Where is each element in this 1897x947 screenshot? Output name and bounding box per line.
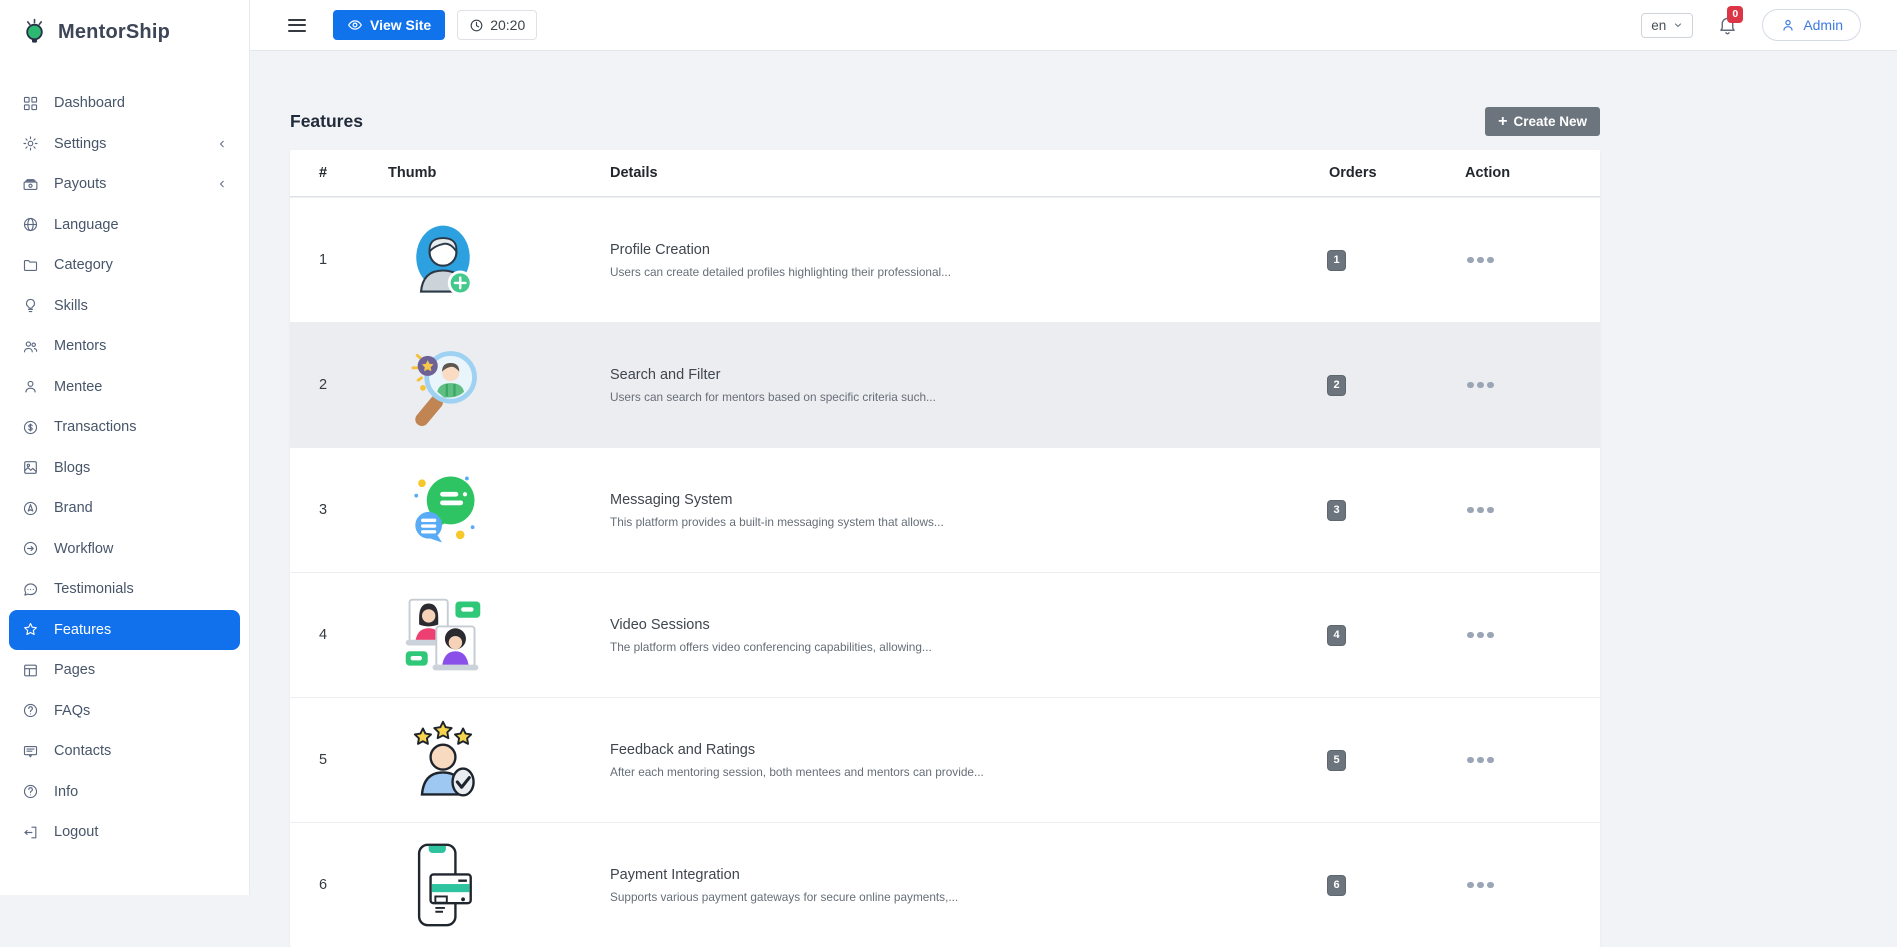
sidebar-item-label: Mentors xyxy=(54,338,107,355)
profile-creation-thumb-image xyxy=(400,217,486,303)
table-row xyxy=(290,572,1600,697)
sidebar-item-label: Dashboard xyxy=(54,95,125,112)
sidebar xyxy=(0,0,250,895)
sidebar-item-contacts[interactable] xyxy=(9,731,240,772)
brand-logo[interactable] xyxy=(0,0,249,51)
row-actions-ellipsis-button[interactable] xyxy=(1465,626,1496,645)
column-header-number: # xyxy=(319,165,328,181)
order-badge: 6 xyxy=(1327,875,1346,896)
row-actions-ellipsis-button[interactable] xyxy=(1465,501,1496,520)
feature-title: Messaging System xyxy=(610,491,733,508)
table-row xyxy=(290,197,1600,322)
layout-icon xyxy=(22,662,39,679)
view-site-button[interactable] xyxy=(333,10,445,40)
order-badge: 1 xyxy=(1327,250,1346,271)
topbar xyxy=(250,0,1897,51)
lightbulb-icon xyxy=(22,297,39,314)
row-number: 3 xyxy=(319,502,328,518)
session-time-button[interactable] xyxy=(457,10,537,40)
clock-icon xyxy=(469,18,484,33)
session-time-value: 20:20 xyxy=(490,17,526,33)
admin-label: Admin xyxy=(1803,17,1843,33)
sidebar-item-workflow[interactable] xyxy=(9,529,240,570)
sidebar-item-label: Blogs xyxy=(54,459,91,476)
caret-down-icon xyxy=(1673,20,1683,30)
feature-title: Profile Creation xyxy=(610,241,710,258)
sidebar-item-features[interactable] xyxy=(9,610,240,651)
column-header-action: Action xyxy=(1465,165,1511,181)
feature-description: Supports various payment gateways for secure online payments,... xyxy=(610,889,959,904)
sidebar-item-settings[interactable] xyxy=(9,124,240,165)
feature-description: Users can create detailed profiles highlighting their professional... xyxy=(610,264,951,279)
sidebar-item-testimonials[interactable] xyxy=(9,569,240,610)
payment-integration-thumb-image xyxy=(400,842,486,928)
info-circle-icon xyxy=(22,783,39,800)
feature-description: After each mentoring session, both mentees and mentors can provide... xyxy=(610,764,984,779)
cash-icon xyxy=(22,176,39,193)
table-row xyxy=(290,322,1600,447)
sidebar-item-label: Testimonials xyxy=(54,581,134,598)
sidebar-item-label: Payouts xyxy=(54,176,107,193)
sidebar-item-blogs[interactable] xyxy=(9,448,240,489)
sidebar-item-label: Workflow xyxy=(54,540,114,557)
row-number: 4 xyxy=(319,627,328,643)
logout-icon xyxy=(22,824,39,841)
main-content xyxy=(250,51,1897,947)
sidebar-item-label: Info xyxy=(54,783,79,800)
star-icon xyxy=(22,621,39,638)
order-badge: 5 xyxy=(1327,750,1346,771)
sidebar-item-brand[interactable] xyxy=(9,488,240,529)
sidebar-item-label: Language xyxy=(54,216,119,233)
feature-description: The platform offers video conferencing capabilities, allowing... xyxy=(610,639,932,654)
language-value: en xyxy=(1651,17,1667,33)
features-table xyxy=(290,150,1600,947)
compass-icon xyxy=(22,500,39,517)
image-icon xyxy=(22,459,39,476)
row-actions-ellipsis-button[interactable] xyxy=(1465,751,1496,770)
order-badge: 2 xyxy=(1327,375,1346,396)
feature-description: Users can search for mentors based on specific criteria such... xyxy=(610,389,936,404)
folder-icon xyxy=(22,257,39,274)
order-badge: 4 xyxy=(1327,625,1346,646)
admin-menu-button[interactable] xyxy=(1762,9,1861,41)
sidebar-item-label: Logout xyxy=(54,824,99,841)
page-title: Features xyxy=(290,111,363,131)
chevron-left-icon xyxy=(216,138,228,150)
sidebar-item-logout[interactable] xyxy=(9,812,240,853)
view-site-label: View Site xyxy=(370,17,432,33)
notification-count-badge: 0 xyxy=(1727,6,1743,23)
row-number: 2 xyxy=(319,377,328,393)
column-header-details: Details xyxy=(610,165,658,181)
sidebar-item-category[interactable] xyxy=(9,245,240,286)
sidebar-item-label: Features xyxy=(54,621,112,638)
sidebar-item-label: Skills xyxy=(54,297,88,314)
column-header-orders: Orders xyxy=(1329,165,1377,181)
table-row xyxy=(290,447,1600,572)
sidebar-item-faqs[interactable] xyxy=(9,691,240,732)
grid-icon xyxy=(22,95,39,112)
row-actions-ellipsis-button[interactable] xyxy=(1465,876,1496,895)
language-select[interactable] xyxy=(1641,13,1693,38)
plus-icon: + xyxy=(1498,112,1508,130)
table-row xyxy=(290,822,1600,947)
row-actions-ellipsis-button[interactable] xyxy=(1465,251,1496,270)
table-row xyxy=(290,697,1600,822)
sidebar-item-pages[interactable] xyxy=(9,650,240,691)
search-filter-thumb-image xyxy=(400,342,486,428)
feature-description: This platform provides a built-in messaging system that allows... xyxy=(610,514,944,529)
order-badge: 3 xyxy=(1327,500,1346,521)
video-sessions-thumb-image xyxy=(400,592,486,678)
comment-icon xyxy=(22,581,39,598)
row-number: 1 xyxy=(319,252,328,268)
sidebar-nav xyxy=(0,83,249,853)
feedback-ratings-thumb-image xyxy=(400,717,486,803)
chevron-left-icon xyxy=(216,178,228,190)
feature-title: Search and Filter xyxy=(610,366,721,383)
arrow-circle-icon xyxy=(22,540,39,557)
row-number: 5 xyxy=(319,752,328,768)
sidebar-item-transactions[interactable] xyxy=(9,407,240,448)
feature-title: Video Sessions xyxy=(610,616,710,633)
sidebar-item-label: Settings xyxy=(54,135,107,152)
dollar-circle-icon xyxy=(22,419,39,436)
sidebar-item-label: FAQs xyxy=(54,702,91,719)
row-actions-ellipsis-button[interactable] xyxy=(1465,376,1496,395)
sidebar-item-language[interactable] xyxy=(9,205,240,246)
feature-title: Payment Integration xyxy=(610,866,740,883)
row-number: 6 xyxy=(319,877,328,893)
users-icon xyxy=(22,338,39,355)
user-icon xyxy=(22,378,39,395)
person-icon xyxy=(1780,17,1796,33)
globe-icon xyxy=(22,216,39,233)
create-new-label: Create New xyxy=(1513,114,1587,129)
sidebar-toggle-button[interactable] xyxy=(288,19,306,32)
sidebar-item-skills[interactable] xyxy=(9,286,240,327)
messaging-system-thumb-image xyxy=(400,467,486,553)
sidebar-item-label: Transactions xyxy=(54,419,137,436)
table-header-row xyxy=(290,150,1600,197)
sidebar-item-mentors[interactable] xyxy=(9,326,240,367)
lightbulb-logo-icon xyxy=(22,18,47,47)
sidebar-item-label: Mentee xyxy=(54,378,103,395)
sidebar-item-label: Contacts xyxy=(54,743,112,760)
sidebar-item-label: Pages xyxy=(54,662,96,679)
eye-icon xyxy=(347,17,363,33)
gear-icon xyxy=(22,135,39,152)
sidebar-item-dashboard[interactable] xyxy=(9,83,240,124)
sidebar-item-label: Category xyxy=(54,257,113,274)
sidebar-item-label: Brand xyxy=(54,500,93,517)
create-new-button[interactable] xyxy=(1485,107,1600,136)
column-header-thumb: Thumb xyxy=(388,165,437,181)
sidebar-item-mentee[interactable] xyxy=(9,367,240,408)
sidebar-item-info[interactable] xyxy=(9,772,240,813)
question-circle-icon xyxy=(22,702,39,719)
notifications-button[interactable] xyxy=(1717,7,1739,36)
message-icon xyxy=(22,743,39,760)
brand-name: MentorShip xyxy=(58,20,170,43)
feature-title: Feedback and Ratings xyxy=(610,741,756,758)
sidebar-item-payouts[interactable] xyxy=(9,164,240,205)
